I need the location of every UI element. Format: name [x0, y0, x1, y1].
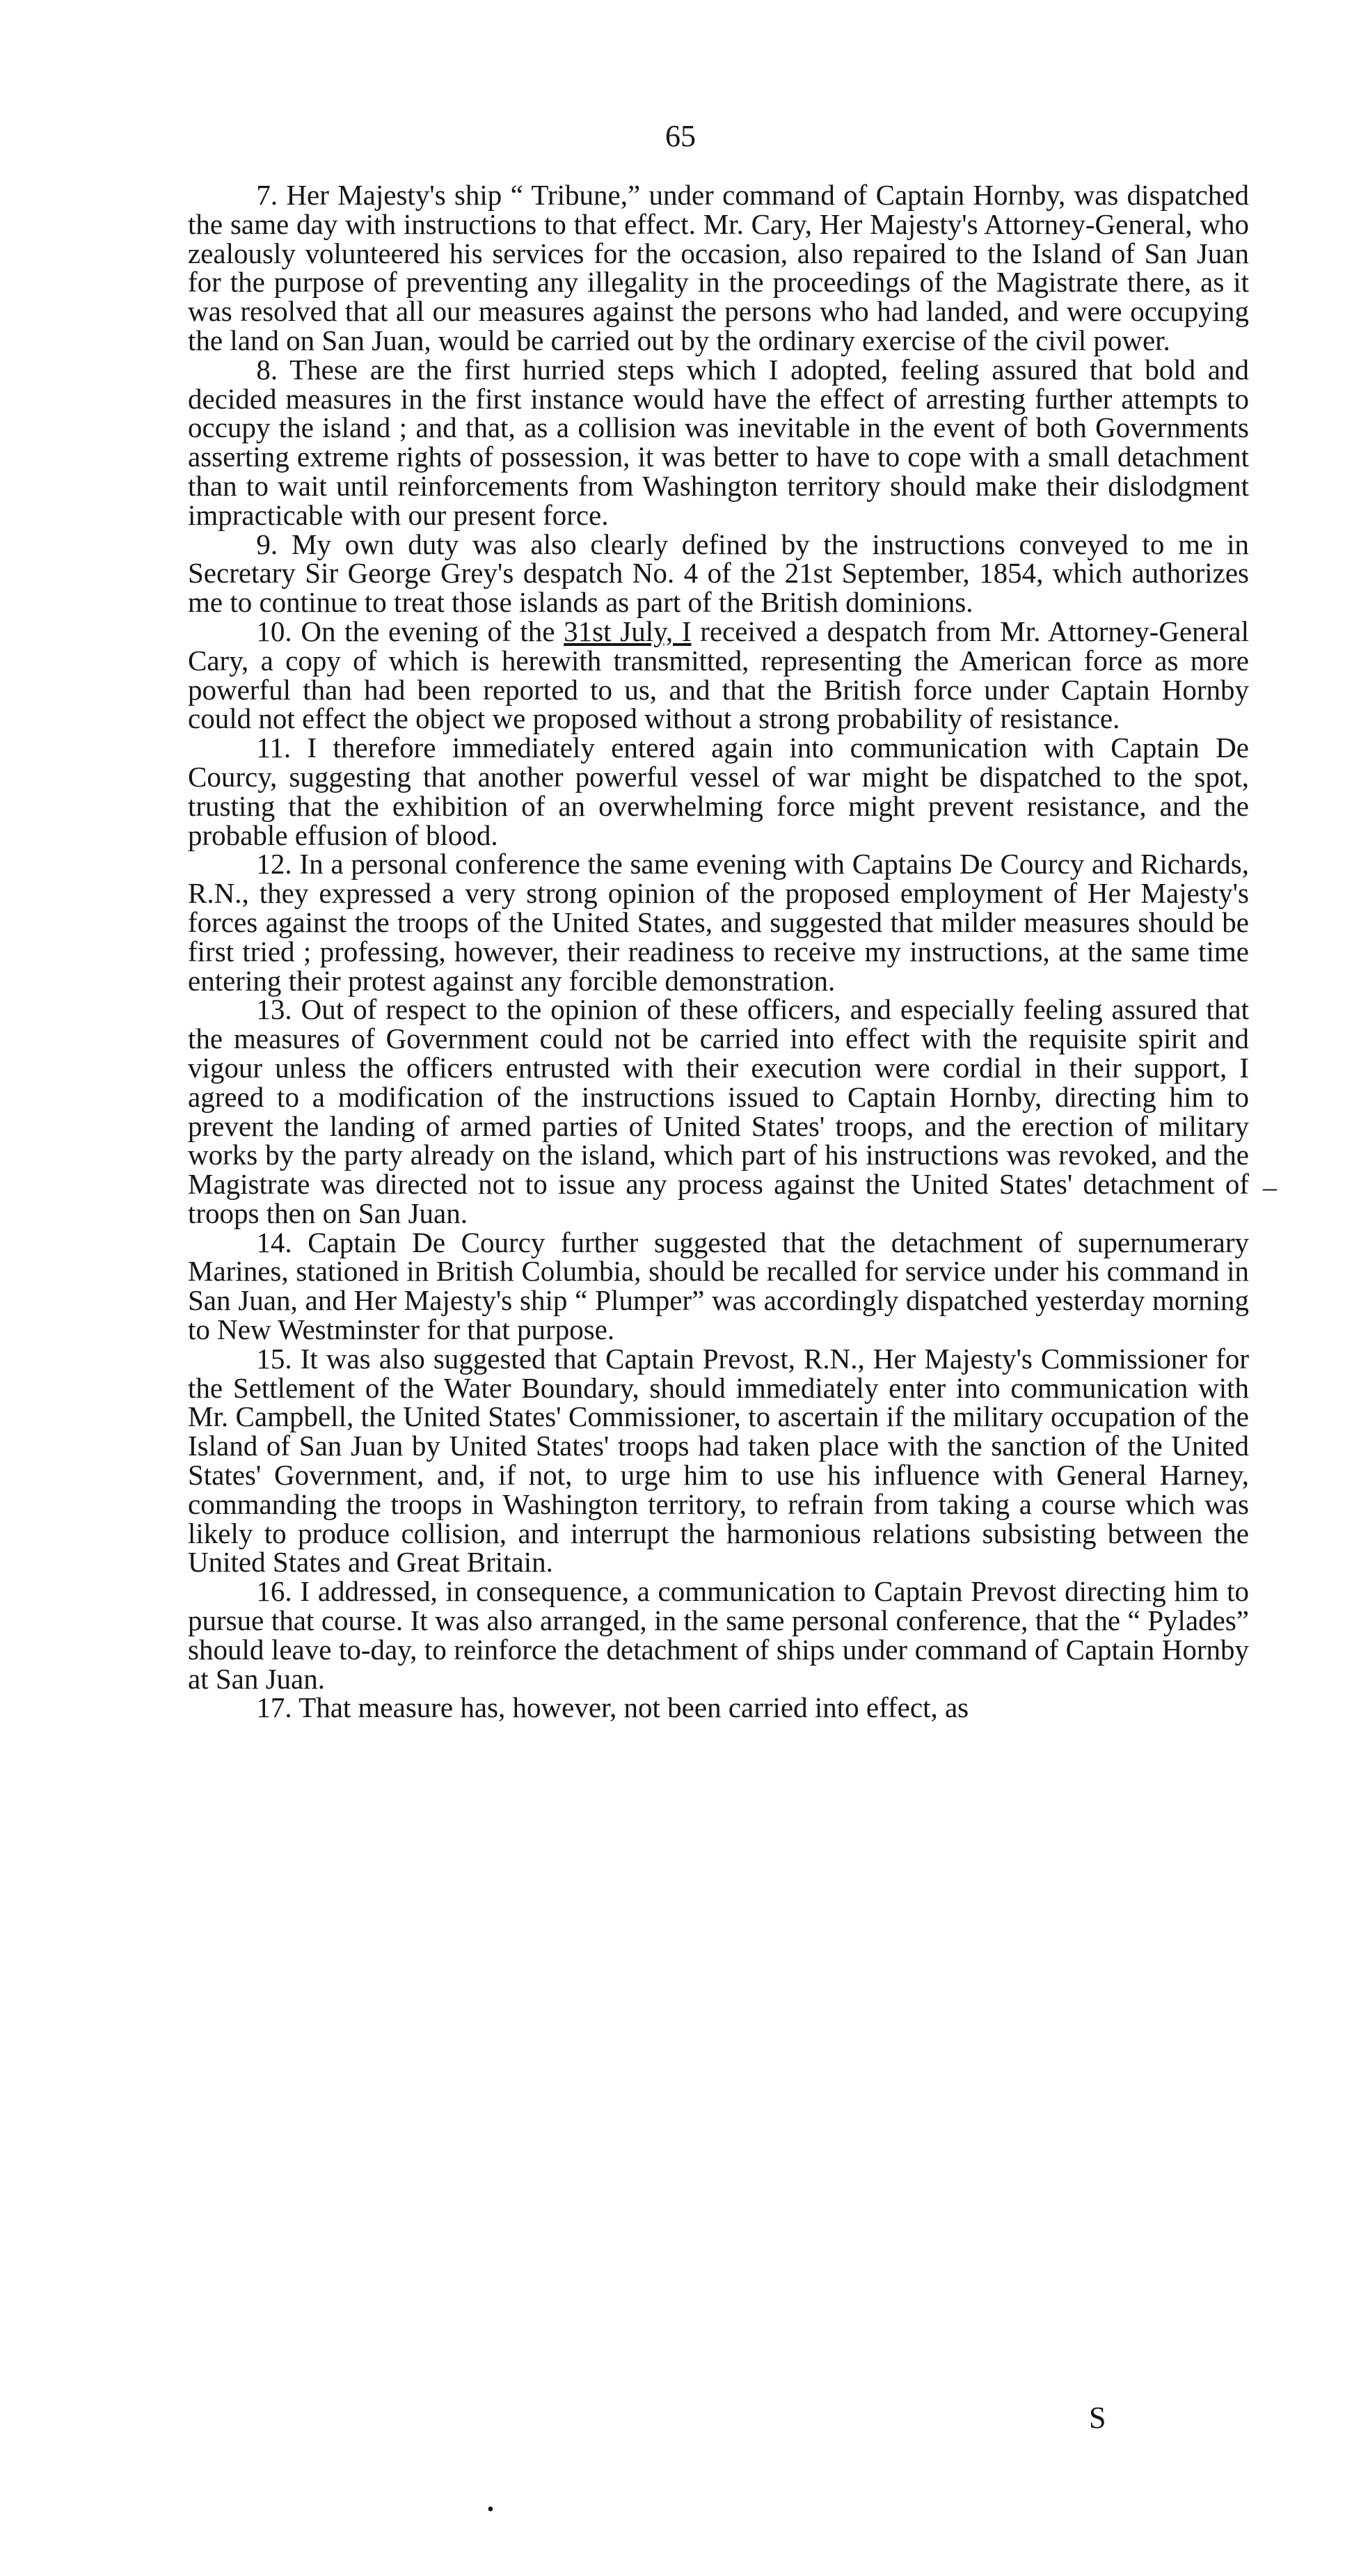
- paragraph-11: 11. I therefore immediately entered again into communication with Captain De Courcy, suggesting that another powerful vessel of war might be dispatched to the spot, trusting that the exhibition of an overwhelming force might prevent resistance, and the probable effusion of blood.: [188, 732, 1249, 851]
- paragraph-14: 14. Captain De Courcy further suggested that the detachment of supernumerary Marines, stationed in British Columbia, should be recalled for service under his command in San Juan, and Her Majesty's ship “ Plumper” was accordingly dispatched yesterday morning to New Westminster for that purpose.: [188, 1226, 1249, 1346]
- paragraph-13: 13. Out of respect to the opinion of these officers, and especially feeling assured that the measures of Government could not be carried into effect with the requisite spirit and vigour unless the officers entrusted with their execution were cordial in their support, I agreed to a modification of the instructions issued to Captain Hornby, directing him to prevent the landing of armed parties of United States' troops, and the erection of military works by the party already on the island, which part of his instructions was revoked, and the Magistrate was directed not to issue any process against the United States' detachment of troops then on San Juan.: [188, 993, 1249, 1229]
- paragraph-9: 9. My own duty was also clearly defined by the instructions conveyed to me in Secretary Sir George Grey's despatch No. 4 of the 21st September, 1854, which authorizes me to continue to treat those islands as part of the British dominions.: [188, 528, 1249, 619]
- paragraph-8: 8. These are the first hurried steps which I adopted, feeling assured that bold and decided measures in the first instance would have the effect of arresting further attempts to occupy the island ; and that, as a collision was inevitable in the event of both Governments asserting extreme rights of possession, it was better to have to cope with a small detachment than to wait until reinforcements from Washington territory should make their dislodgment impracticable with our present force.: [188, 353, 1249, 531]
- paragraph-10-start: 10. On the evening of the: [256, 615, 564, 647]
- paragraph-16: 16. I addressed, in consequence, a communication to Captain Prevost directing him to pursue that course. It was also arranged, in the same personal conference, that the “ Pylades” should leave to-day, to reinforce the detachment of ships under command of Captain Hornby at San Juan.: [188, 1575, 1249, 1695]
- paragraph-17: 17. That measure has, however, not been carried into effect, as: [256, 1691, 969, 1724]
- paragraph-10: [188, 617, 1249, 734]
- paragraph-7: 7. Her Majesty's ship “ Tribune,” under command of Captain Hornby, was dispatched the same day with instructions to that effect. Mr. Cary, Her Majesty's Attorney-General, who zealously volunteered his services for the occasion, also repaired to the Island of San Juan for the purpose of preventing any illegality in the proceedings of the Magistrate there, as it was resolved that all our measures against the persons who had landed, and were occupying the land on San Juan, would be carried out by the ordinary exercise of the civil power.: [188, 179, 1249, 356]
- page-number: 65: [665, 119, 696, 153]
- paragraph-15: 15. It was also suggested that Captain Prevost, R.N., Her Majesty's Commissioner for the Settlement of the Water Boundary, should immediately enter into communication with Mr. Campbell, the United States' Commissioner, to ascertain if the military occupation of the Island of San Juan by United States' troops had taken place with the sanction of the United States' Government, and, if not, to urge him to use his influence with General Harney, commanding the troops in Washington territory, to refrain from taking a course which was likely to produce collision, and interrupt the harmonious relations subsisting between the United States and Great Britain.: [188, 1342, 1249, 1579]
- document-body: [188, 181, 1249, 1723]
- underlined-date: 31st July, I: [564, 615, 692, 647]
- bottom-dot-mark: •: [487, 2499, 494, 2520]
- catchword: S: [1089, 2401, 1106, 2435]
- paragraph-10-rest: received a despatch from Mr. Attorney-General Cary, a copy of which is herewith transmitted, representing the American force as more powerful than had been reported to us, and that the British force under Captain Hornby could not effect the object we proposed without a strong probability of resistance.: [188, 615, 1249, 735]
- margin-mark: –: [1263, 1171, 1277, 1203]
- paragraph-12: 12. In a personal conference the same evening with Captains De Courcy and Richards, R.N., they expressed a very strong opinion of the proposed employment of Her Majesty's forces against the troops of the United States, and suggested that milder measures should be first tried ; professing, however, their readiness to receive my instructions, at the same time entering their protest against any forcible demonstration.: [188, 848, 1249, 997]
